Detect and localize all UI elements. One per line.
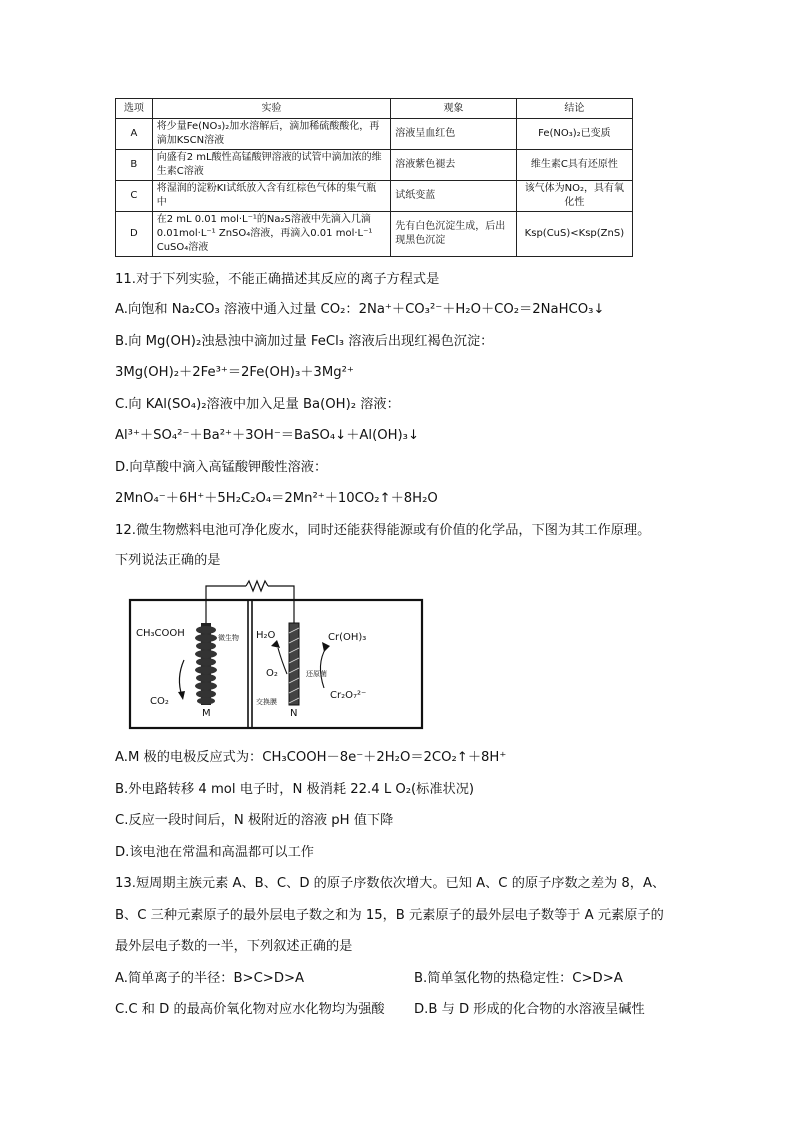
q11-option-b-equation: 3Mg(OH)₂＋2Fe³⁺＝2Fe(OH)₃＋3Mg²⁺	[115, 365, 354, 380]
label-ch3cooh: CH₃COOH	[136, 628, 185, 639]
table-row	[116, 181, 633, 212]
q11-option-a: A.向饱和 Na₂CO₃ 溶液中通入过量 CO₂：2Na⁺＋CO₃²⁻＋H₂O＋CO₂＝2NaHCO₃↓	[115, 302, 605, 317]
electrode-n	[289, 623, 299, 705]
q13-option-b: B.简单氢化物的热稳定性：C>D>A	[414, 971, 623, 986]
header-phenomenon: 观象	[391, 99, 517, 119]
label-microbe: 微生物	[218, 634, 239, 642]
row-phenomenon: 试纸变蓝	[391, 181, 517, 212]
q11-stem: 11.对于下列实验，不能正确描述其反应的离子方程式是	[115, 272, 440, 287]
label-membrane: 交换膜	[256, 698, 277, 706]
label-croh3: Cr(OH)₃	[328, 632, 367, 643]
row-conclusion: Ksp(CuS)<Ksp(ZnS)	[516, 212, 632, 257]
q12-option-c: C.反应一段时间后，N 极附近的溶液 pH 值下降	[115, 813, 394, 828]
label-m: M	[202, 708, 211, 719]
resistor-icon	[246, 581, 268, 591]
header-option: 选项	[116, 99, 153, 119]
q12-option-d: D.该电池在常温和高温都可以工作	[115, 845, 314, 860]
table-row	[116, 150, 633, 181]
row-phenomenon: 溶液呈血红色	[391, 119, 517, 150]
q13-option-a: A.简单离子的半径：B>C>D>A	[115, 971, 305, 986]
label-reducer: 还原菌	[306, 670, 327, 678]
q11-option-b: B.向 Mg(OH)₂浊悬浊中滴加过量 FeCl₃ 溶液后出现红褐色沉淀：	[115, 334, 494, 349]
table-header-row	[116, 99, 633, 119]
arrow-acetic-to-co2	[179, 660, 184, 696]
arrow-o2-to-h2o	[278, 648, 287, 674]
row-phenomenon: 溶液紫色褪去	[391, 150, 517, 181]
row-experiment: 将少量Fe(NO₃)₂加水溶解后，滴加稀硫酸酸化，再滴加KSCN溶液	[152, 119, 390, 150]
row-option: C	[116, 181, 153, 212]
row-option: B	[116, 150, 153, 181]
q12-option-a: A.M 极的电极反应式为：CH₃COOH－8e⁻＋2H₂O＝2CO₂↑＋8H⁺	[115, 750, 507, 765]
row-conclusion: 该气体为NO₂，具有氧化性	[516, 181, 632, 212]
row-experiment: 将湿润的淀粉KI试纸放入含有红棕色气体的集气瓶中	[152, 181, 390, 212]
row-option: D	[116, 212, 153, 257]
label-n: N	[290, 708, 298, 719]
microbe-coating	[195, 626, 217, 705]
table-row	[116, 119, 633, 150]
q13-option-d: D.B 与 D 形成的化合物的水溶液呈碱性	[414, 1002, 645, 1017]
label-o2: O₂	[266, 668, 278, 679]
q11-option-d-equation: 2MnO₄⁻＋6H⁺＋5H₂C₂O₄＝2Mn²⁺＋10CO₂↑＋8H₂O	[115, 491, 438, 506]
header-conclusion: 结论	[516, 99, 632, 119]
q13-stem: 13.短周期主族元素 A、B、C、D 的原子序数依次增大。已知 A、C 的原子序数之差为 8，A、	[115, 876, 666, 891]
fuel-cell-drawing	[126, 578, 426, 730]
label-co2: CO₂	[150, 696, 169, 707]
row-conclusion: 维生素C具有还原性	[516, 150, 632, 181]
q11-option-d: D.向草酸中滴入高锰酸钾酸性溶液：	[115, 460, 328, 475]
label-cr2o7: Cr₂O₇²⁻	[330, 690, 367, 701]
label-h2o: H₂O	[256, 630, 276, 641]
q13-stem-cont-1: B、C 三种元素原子的最外层电子数之和为 15，B 元素原子的最外层电子数等于 A 元素原子的	[115, 908, 664, 923]
row-conclusion: Fe(NO₃)₂已变质	[516, 119, 632, 150]
q12-stem-cont: 下列说法正确的是	[115, 553, 221, 568]
cell-container	[130, 600, 422, 728]
row-option: A	[116, 119, 153, 150]
header-experiment: 实验	[152, 99, 390, 119]
row-experiment: 在2 mL 0.01 mol·L⁻¹的Na₂S溶液中先滴入几滴0.01mol·L⁻¹ ZnSO₄溶液，再滴入0.01 mol·L⁻¹ CuSO₄溶液	[152, 212, 390, 257]
external-wire	[206, 586, 246, 626]
fuel-cell-diagram	[126, 578, 426, 730]
row-experiment: 向盛有2 mL酸性高锰酸钾溶液的试管中滴加浓的维生素C溶液	[152, 150, 390, 181]
q13-option-c: C.C 和 D 的最高价氧化物对应水化物均为强酸	[115, 1002, 385, 1017]
q12-stem: 12.微生物燃料电池可净化废水，同时还能获得能源或有价值的化学品，下图为其工作原理。	[115, 523, 651, 538]
arrow-cr2o7-to-croh3	[320, 648, 326, 688]
q13-stem-cont-2: 最外层电子数的一半，下列叙述正确的是	[115, 939, 353, 954]
q11-option-c-equation: Al³⁺＋SO₄²⁻＋Ba²⁺＋3OH⁻＝BaSO₄↓＋Al(OH)₃↓	[115, 428, 420, 443]
q12-option-b: B.外电路转移 4 mol 电子时，N 极消耗 22.4 L O₂(标准状况)	[115, 782, 475, 797]
q11-option-c: C.向 KAl(SO₄)₂溶液中加入足量 Ba(OH)₂ 溶液：	[115, 397, 400, 412]
experiment-table	[115, 98, 633, 257]
row-phenomenon: 先有白色沉淀生成，后出现黑色沉淀	[391, 212, 517, 257]
table-row	[116, 212, 633, 257]
